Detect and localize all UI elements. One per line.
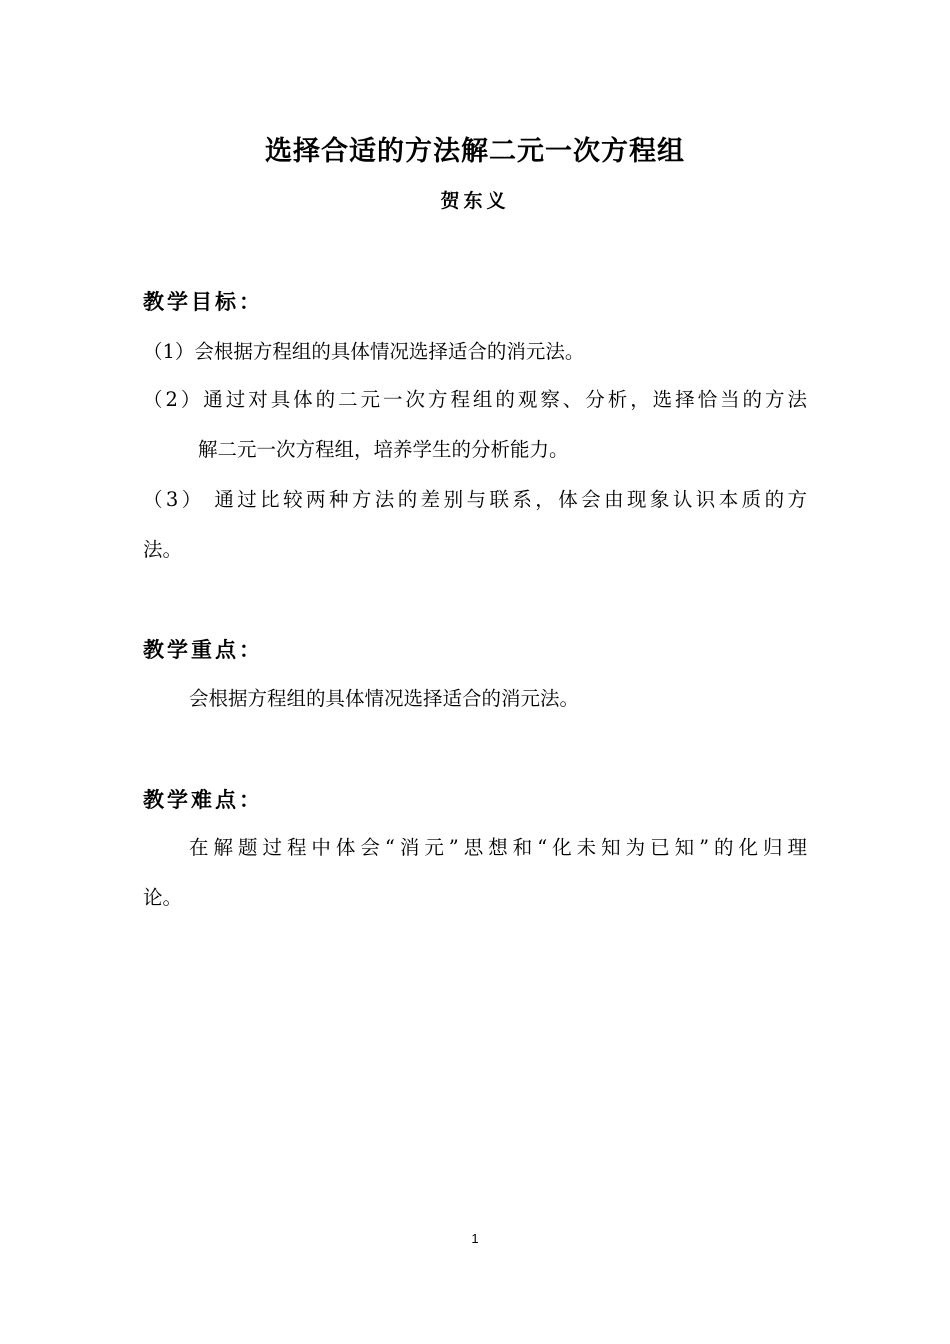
objective-item-3-line-1: （3） 通过比较两种方法的差别与联系，体会由现象认识本质的方 bbox=[143, 488, 807, 511]
difficulties-text-line-1: 在解题过程中体会“消元”思想和“化未知为已知”的化归理 bbox=[189, 836, 807, 859]
difficulties-heading: 教学难点： bbox=[143, 788, 263, 812]
objectives-heading: 教学目标： bbox=[143, 290, 263, 314]
page-number: 1 bbox=[471, 1231, 479, 1246]
key-points-text: 会根据方程组的具体情况选择适合的消元法。 bbox=[189, 687, 580, 710]
document-title: 选择合适的方法解二元一次方程组 bbox=[265, 136, 685, 167]
objective-item-2-line-1: （2）通过对具体的二元一次方程组的观察、分析，选择恰当的方法 bbox=[143, 388, 807, 411]
key-points-heading: 教学重点： bbox=[143, 638, 263, 662]
difficulties-text-line-2: 论。 bbox=[143, 886, 183, 909]
author-name: 贺东义 bbox=[440, 190, 510, 212]
objective-item-3-line-2: 法。 bbox=[143, 538, 183, 561]
objective-item-2-line-2: 解二元一次方程组，培养学生的分析能力。 bbox=[198, 438, 569, 461]
objective-item-1: （1）会根据方程组的具体情况选择适合的消元法。 bbox=[143, 340, 585, 363]
